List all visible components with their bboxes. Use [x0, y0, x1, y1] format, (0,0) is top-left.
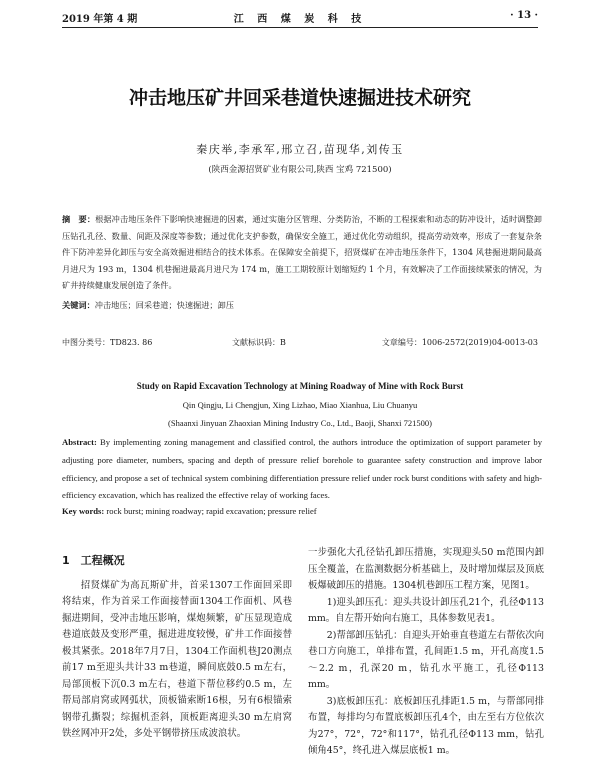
list-item-rib-relief: 2)帮部卸压钻孔：自迎头开始垂直巷道左右帮依次向巷口方向施工，单排布置，孔间距1.5 m，开孔高度1.5～2.2 m，孔深20 m，钻孔水平施工，孔径Φ113 mm。 [308, 629, 544, 690]
abstract-label: 摘 要： [62, 214, 96, 224]
english-abstract-text: By implementing zoning management and classified control, the authors introduce the optimization of support parameter by adjusting pore diameter, numbers, spacing and depth of pressure relief borehole to guarantee safety construction and improve labor efficiency, and propose a set of technical system combining differentiation pressure relief under rock burst conditions with safety and high-efficiency excavation, which has realized the effective relay of working faces. [62, 437, 542, 501]
paper-title: 冲击地压矿井回采巷道快速掘进技术研究 [128, 87, 471, 109]
english-keywords-label: Key words: [62, 506, 105, 516]
section-paragraph: 招贤煤矿为高瓦斯矿井，首采1307工作面回采即将结束，作为首采工作面接替面1304工作面机、风巷掘进期间，受冲击地压影响，煤炮频繁，矿压显现造成巷道底鼓及变形严重，掘进进度较慢，矿井工作面接替极其紧张。2018年7月7日，1304工作面机巷J20测点前17 m至迎头共计33 m巷道，瞬间底鼓0.5 m左右，局部顶板下沉0.3 m左右，巷道下帮位移约0.5 m，左帮局部肩窝或网弧状，顶板锚索断16根，另有6根锚索钢带孔撕裂；综掘机歪斜，顶板距离迎头30 m左肩窝铁丝网冲开2处，多处平钢带挤压成波浪状。 [62, 579, 292, 739]
keywords-label: 关键词： [62, 300, 95, 310]
affiliation: (陕西金源招贤矿业有限公司,陕西 宝鸡 721500) [208, 165, 392, 175]
abstract [62, 211, 542, 294]
journal-name: 江 西 煤 炭 科 技 [233, 14, 367, 25]
english-authors: Qin Qingju, Li Chengjun, Xing Lizhao, Miao Xianhua, Liu Chuanyu [182, 400, 418, 410]
right-column [308, 545, 544, 760]
header-rule [62, 27, 538, 28]
classification-line [62, 337, 538, 349]
keywords [62, 300, 234, 311]
english-title: Study on Rapid Excavation Technology at Mining Roadway of Mine with Rock Burst [136, 381, 464, 391]
document-code: 文献标识码：B [232, 338, 286, 347]
left-column [62, 553, 292, 743]
clc-number: 中图分类号：TD823. 86 [62, 338, 153, 347]
list-item-floor-relief: 3)底板卸压孔：底板卸压孔排距1.5 m，与帮部同排布置，每排均匀布置底板卸压孔4个，由左至右方位依次为27°，72°，72°和117°，钻孔孔径Φ113 mm，钻孔倾角45°，终孔进入煤层底板1 m。 [308, 695, 544, 756]
english-affiliation: (Shaanxi Jinyuan Zhaoxian Mining Industry Co., Ltd., Baoji, Shanxi 721500) [168, 418, 432, 428]
authors: 秦庆举,李承军,邢立召,苗现华,刘传玉 [196, 143, 404, 156]
page-number: · 13 · [510, 10, 538, 21]
abstract-text: 根据冲击地压条件下影响快速掘进的因素，通过实施分区管理、分类防治，不断的工程探索和动态的防冲设计，适时调整卸压钻孔孔径、数量、间距及深度等参数；通过优化支护参数，确保安全施工，通过优化劳动组织，提高劳动效率，形成了一套复杂条件下防冲差异化卸压与安全高效掘进相结合的技术体系。在保障安全前提下，招贤煤矿在冲击地压条件下，1304 风巷掘进期间最高月进尺为 193 m，1304 机巷掘进最高月进尺为 174 m，施工工期较原计划缩短约 1 个月，有效解决了工作面接续紧张的情况，为矿井持续健康发展创造了条件。 [62, 214, 542, 290]
running-header [62, 10, 538, 26]
list-item-face-relief: 1)迎头卸压孔：迎头共设计卸压孔21个，孔径Φ113 mm。自左帮开始向右施工，具体参数见表1。 [308, 596, 544, 624]
continued-paragraph: 一步强化大孔径钻孔卸压措施，实现迎头50 m范围内卸压全覆盖，在监测数据分析基础上，及时增加煤层及顶底板爆破卸压的措施。1304机巷卸压工程方案，见图1。 [308, 547, 544, 591]
issue-label: 2019 年第 4 期 [62, 14, 138, 25]
english-abstract [62, 434, 542, 505]
english-keywords-text: rock burst; mining roadway; rapid excavation; pressure relief [106, 506, 317, 516]
article-number: 文章编号：1006-2572(2019)04-0013-03 [381, 338, 538, 347]
section-heading: 1 工程概况 [62, 554, 125, 567]
english-keywords [62, 506, 317, 516]
keywords-text: 冲击地压；回采巷道；快速掘进；卸压 [94, 300, 234, 310]
english-abstract-label: Abstract: [62, 437, 97, 447]
